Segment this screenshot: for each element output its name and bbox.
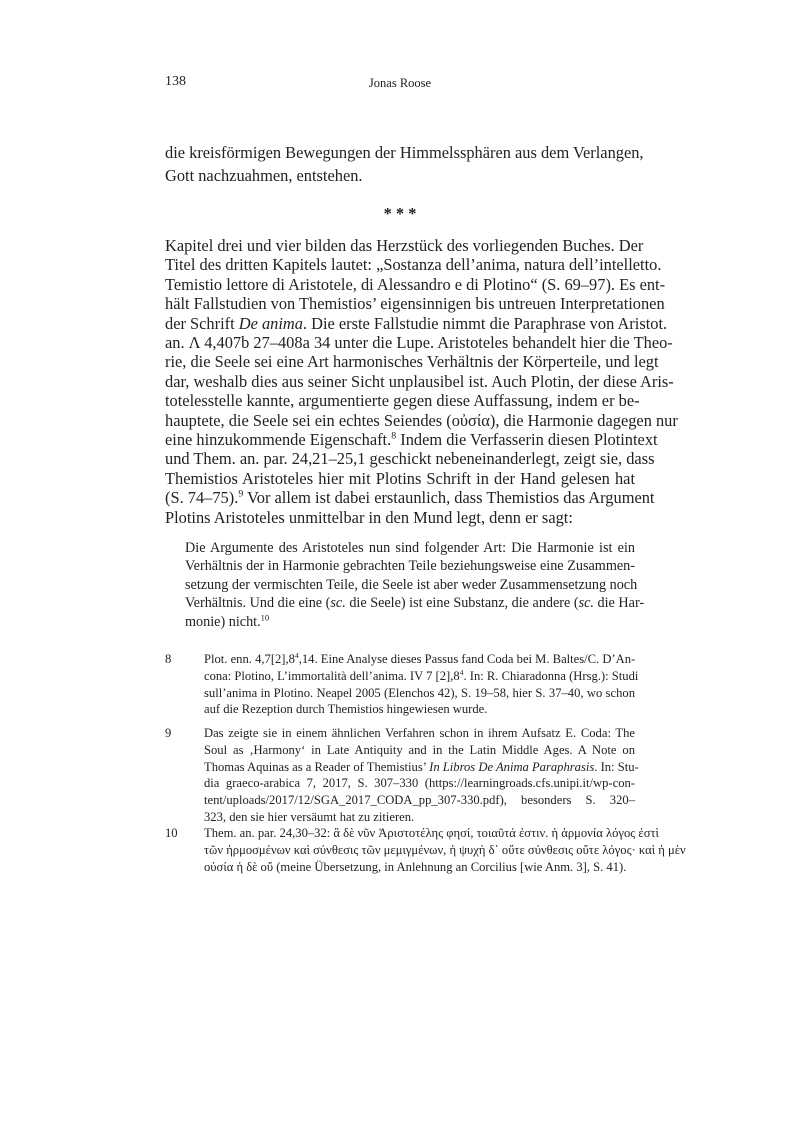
text-run: Them. an. par. 24,30–32: ἃ δὲ νῦν Ἀριστοτέλης φησί, τοιαῦτά ἐστιν. ἡ ἁρμονία λόγος ἐστὶ (204, 826, 659, 840)
footnote-line (204, 726, 635, 741)
text-run: eine hinzukommende Eigenschaft. (165, 430, 392, 449)
quote-line (185, 540, 635, 557)
quote-line (185, 611, 635, 631)
footnote-line (204, 667, 639, 684)
text-line (165, 236, 644, 255)
text-run: . In: R. Chiaradonna (Hrsg.): Studi (463, 668, 639, 683)
footnote-line (204, 759, 639, 775)
text-run: Thomas Aquinas as a Reader of Themistius’ (204, 759, 430, 774)
text-run: dia graeco-arabica 7, 2017, S. 307–330 (https://learningroads.cfs.unipi.it/wp-con- (204, 776, 635, 791)
footnote-line (204, 793, 635, 808)
text-run: Verhältnis. Und die eine ( (185, 595, 331, 612)
footnote-line (204, 826, 659, 841)
text-run: sc. (578, 595, 594, 612)
text-run: tent/uploads/2017/12/SGA_2017_CODA_pp_307-330.pdf), besonders S. 320– (204, 793, 635, 808)
footnote-ref: 9 (238, 488, 244, 500)
text-run: Vor allem ist dabei erstaunlich, dass Themistios das Argument (243, 488, 655, 508)
running-head: Jonas Roose (368, 76, 432, 90)
text-line (165, 255, 662, 275)
text-line (165, 430, 658, 449)
footnote-ref: 4 (459, 667, 464, 677)
text-run: auf die Rezeption durch Themistios hingewiesen wurde. (204, 702, 488, 717)
text-run: Temistio lettore di Aristotele, di Alessandro e di Plotino“ (S. 69–97). Es ent- (165, 274, 666, 294)
footnote-number: 8 (165, 652, 172, 666)
text-line (165, 313, 668, 333)
footnote-line (204, 776, 635, 791)
text-run: rie, die Seele sei eine Art harmonisches Verhältnis der Körperteile, und legt (165, 352, 659, 372)
footnote-ref: 10 (260, 611, 270, 622)
text-run: der Schrift (165, 313, 239, 333)
text-run: Kapitel drei und vier bilden das Herzstück des vorliegenden Buches. Der (165, 236, 644, 255)
text-line (165, 143, 644, 162)
text-run: hält Fallstudien von Themistios’ eigensinnigen bis untreuen Interpretationen (165, 294, 665, 314)
footnote-line (204, 810, 635, 825)
footnote-line (204, 652, 635, 667)
text-run: Titel des dritten Kapitels lautet: „Sostanza dell’anima, natura dell’intelletto. (165, 255, 662, 275)
footnote-number: 9 (165, 726, 172, 740)
text-run: die Seele) ist eine Substanz, die andere ( (345, 595, 579, 612)
text-run: τῶν ἡρμοσμένων καὶ σύνθεσις τῶν μεμιγμένων, ἡ ψυχὴ δ᾽ οὔτε σύνθεσις οὔτε λόγος· καὶ ἡ μὲν (204, 842, 686, 857)
text-line (165, 469, 635, 488)
text-run: Das zeigte sie in einem ähnlichen Verfahren schon in ihrem Aufsatz E. Coda: The (204, 726, 635, 740)
footnote-line (204, 743, 635, 758)
text-run: οὐσία ἡ δὲ οὔ (meine Übersetzung, in Anlehnung an Corcilius [wie Anm. 3], S. 41). (204, 859, 627, 874)
text-run: an. Λ 4,407b 27–408a 34 unter die Lupe. Aristoteles behandelt hier die Theo- (165, 333, 673, 352)
quote-line (185, 595, 645, 612)
page-number: 138 (165, 74, 186, 89)
footnote-ref: 4 (294, 650, 299, 660)
text-line (165, 333, 673, 352)
text-run: Plot. enn. 4,7[2],8 (204, 652, 295, 666)
text-run: setzung der vermischten Teile, die Seele ist aber weder Zusammensetzung noch (185, 576, 638, 593)
text-line (165, 294, 665, 314)
text-run: Gott nachzuahmen, entstehen. (165, 165, 363, 185)
text-run: Plotins Aristoteles unmittelbar in den Mund legt, denn er sagt: (165, 507, 573, 527)
text-run: . In: Stu- (594, 759, 639, 774)
footnote-line (204, 702, 635, 717)
text-run: dar, weshalb dies aus seiner Sicht unplausibel ist. Auch Plotin, der diese Aris- (165, 371, 674, 391)
text-run: die Har- (593, 595, 645, 612)
text-run: sc. (330, 595, 346, 612)
text-line (165, 352, 659, 372)
text-run: (S. 74–75). (165, 488, 239, 508)
text-run: Verhältnis der in Harmonie gebrachten Teile beziehungsweise eine Zusammen- (185, 558, 635, 575)
text-line (165, 166, 635, 185)
quote-line (185, 558, 635, 575)
text-run: 323, den sie hier versäumt hat zu zitieren. (204, 810, 415, 824)
text-run: sull’anima in Plotino. Neapel 2005 (Elenchos 42), S. 19–58, hier S. 37–40, wo schon (204, 685, 635, 700)
text-run: In Libros De Anima Paraphrasis (429, 759, 595, 774)
text-line (165, 410, 678, 430)
text-run: . Die erste Fallstudie nimmt die Paraphrase von Aristot. (302, 313, 668, 333)
text-line (165, 508, 635, 527)
text-line (165, 449, 655, 469)
text-run: ,14. Eine Analyse dieses Passus fand Coda bei M. Baltes/C. D’An- (298, 652, 636, 666)
text-line (165, 274, 666, 294)
text-run: De anima (238, 313, 303, 333)
text-run: hauptete, die Seele sei ein echtes Seiendes (οὐσία), die Harmonie dagegen nur (165, 410, 678, 430)
text-run: cona: Plotino, L’immortalità dell’anima. IV 7 [2],8 (204, 668, 460, 683)
section-separator: * * * (383, 204, 417, 223)
text-run: Themistios Aristoteles hier mit Plotins Schrift in der Hand gelesen hat (165, 468, 635, 488)
footnote-line (204, 860, 635, 875)
text-run: monie) nicht. (185, 613, 261, 630)
text-run: Indem die Verfasserin diesen Plotintext (396, 430, 658, 449)
footnote-line (204, 842, 686, 858)
text-run: Die Argumente des Aristoteles nun sind folgender Art: Die Harmonie ist ein (185, 540, 635, 556)
text-line (165, 391, 640, 411)
text-line (165, 371, 674, 391)
text-run: die kreisförmigen Bewegungen der Himmelssphären aus dem Verlangen, (165, 143, 644, 162)
text-line (165, 488, 655, 508)
text-run: und Them. an. par. 24,21–25,1 geschickt nebeneinanderlegt, zeigt sie, dass (165, 449, 655, 469)
footnote-number: 10 (165, 826, 178, 840)
text-run: totelesstelle kannte, argumentierte gegen diese Auffassung, indem er be- (165, 391, 640, 411)
text-run: Soul as ‚Harmony‘ in Late Antiquity and in the Latin Middle Ages. A Note on (204, 742, 635, 757)
footnote-line (204, 686, 635, 701)
quote-line (185, 576, 638, 594)
footnote-ref: 8 (391, 430, 397, 442)
